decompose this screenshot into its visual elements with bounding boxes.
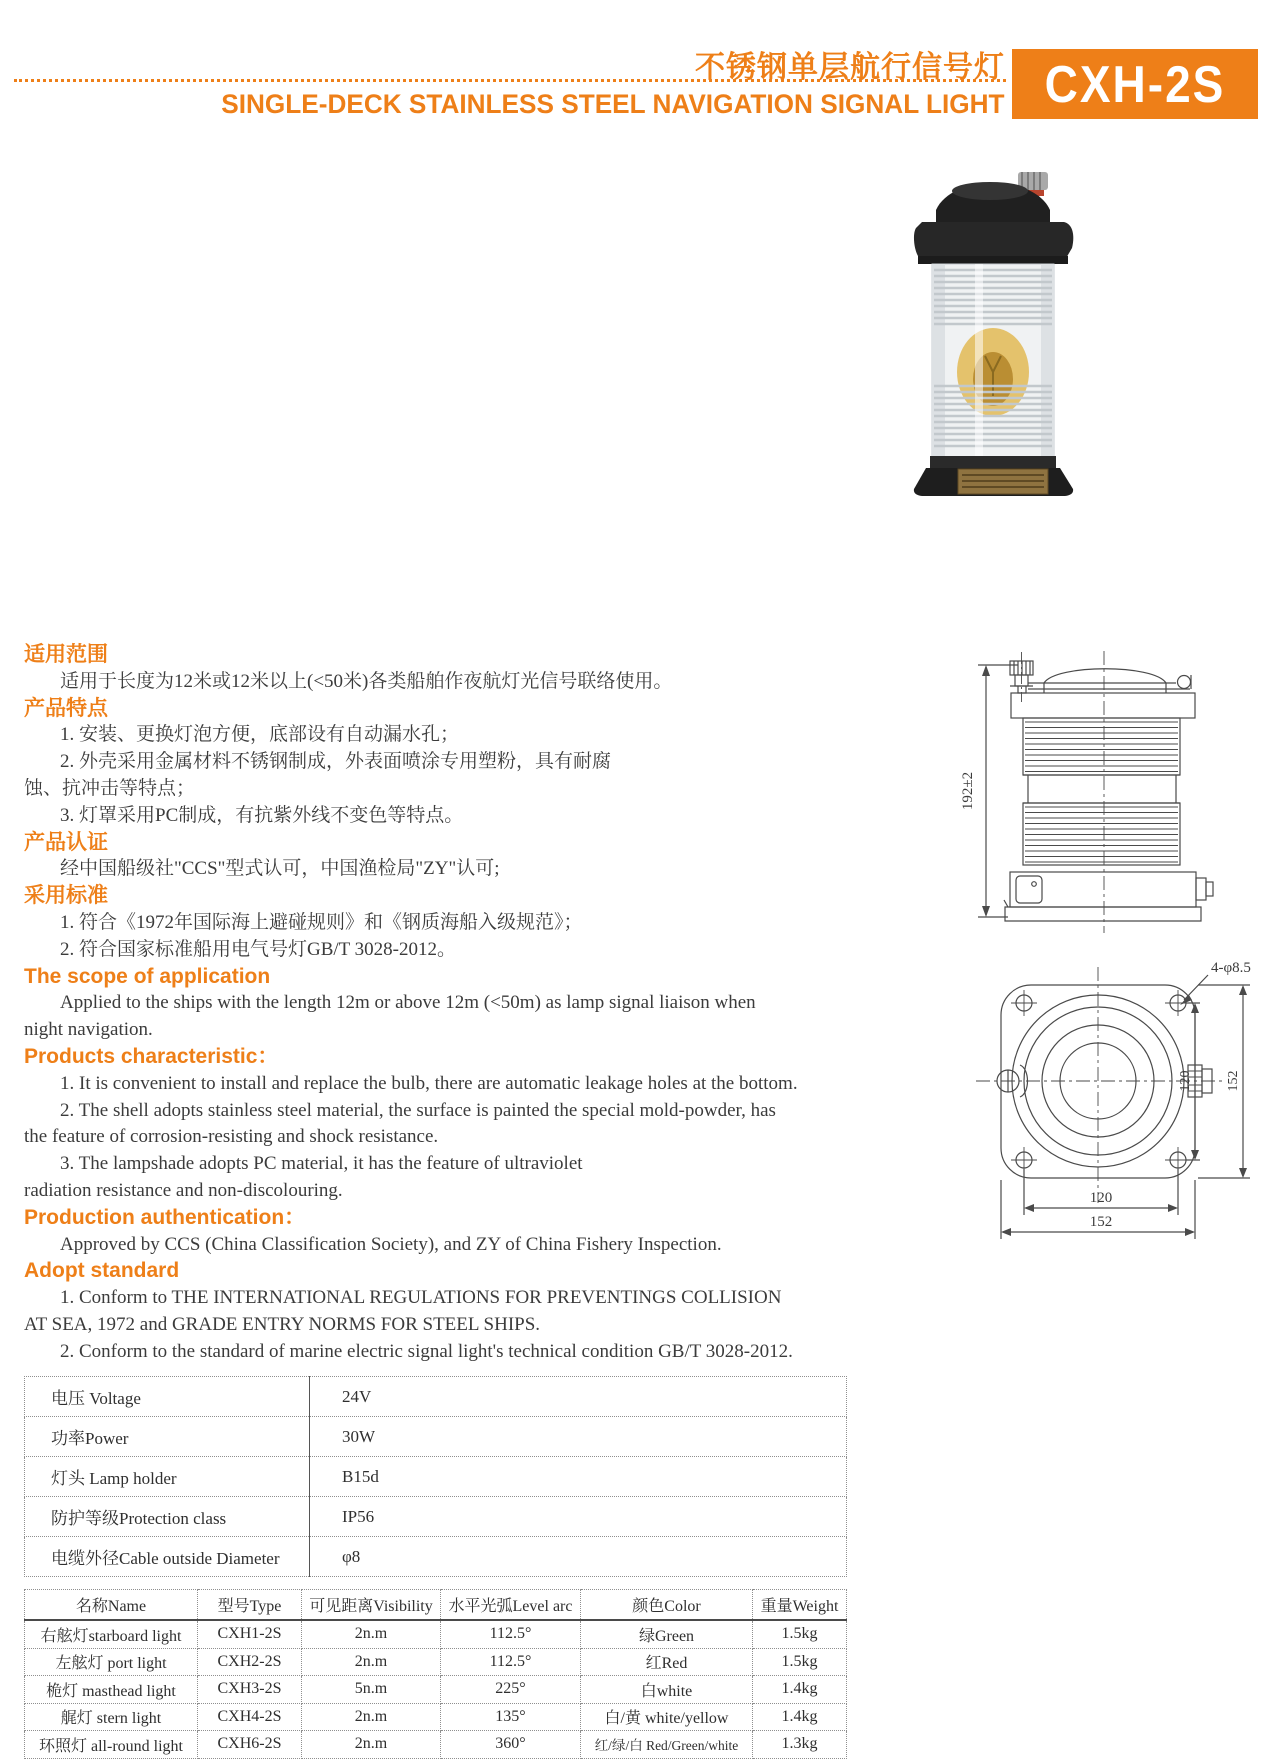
cell-type: CXH3-2S	[198, 1676, 302, 1704]
spec-row-lamp-holder	[25, 1457, 847, 1497]
text-line: 1. 符合《1972年国际海上避碰规则》和《钢质海船入级规范》；	[60, 911, 583, 933]
cell-weight: 1.5kg	[753, 1620, 847, 1648]
main-text-column	[24, 642, 824, 1366]
text-line: AT SEA, 1972 and GRADE ENTRY NORMS FOR STEEL SHIPS.	[24, 1313, 541, 1335]
cell-level-arc: 112.5°	[441, 1648, 581, 1676]
col-header-name: 名称Name	[25, 1590, 198, 1621]
cell-level-arc: 112.5°	[441, 1620, 581, 1648]
cell-color: 红/绿/白 Red/Green/white	[581, 1731, 753, 1759]
text-line: 蚀、抗冲击等特点；	[24, 777, 196, 799]
spec-value: B15d	[310, 1457, 847, 1497]
cell-color: 红Red	[581, 1648, 753, 1676]
cell-weight: 1.3kg	[753, 1731, 847, 1759]
dimension-drawings	[858, 575, 1283, 1265]
text-line: 2. 外壳采用金属材料不锈钢制成，外表面喷涂专用塑粉，具有耐腐	[60, 751, 612, 773]
cell-visibility: 2n.m	[302, 1703, 441, 1731]
cell-type: CXH6-2S	[198, 1731, 302, 1759]
spec-label: 电缆外径Cable outside Diameter	[25, 1537, 310, 1577]
cell-level-arc: 135°	[441, 1703, 581, 1731]
dotted-divider	[14, 79, 1006, 82]
cell-weight: 1.4kg	[753, 1703, 847, 1731]
spec-value: IP56	[310, 1497, 847, 1537]
text-line: 2. 符合国家标准船用电气号灯GB/T 3028-2012。	[60, 938, 457, 960]
heading-cert-zh: 产品认证	[24, 830, 108, 854]
dim-bolt-spacing-h: 120	[1089, 1190, 1113, 1206]
dim-height-label: 192±2	[960, 771, 976, 811]
text-line: the feature of corrosion-resisting and shock resistance.	[24, 1126, 439, 1148]
cell-name: 艉灯 stern light	[25, 1703, 198, 1731]
heading-scope-en: The scope of application	[24, 964, 271, 988]
cell-visibility: 2n.m	[302, 1620, 441, 1648]
text-line: 2. The shell adopts stainless steel material, the surface is painted the special mold-powder, has	[60, 1099, 776, 1121]
spec-value: 24V	[310, 1377, 847, 1417]
cell-color: 白white	[581, 1676, 753, 1704]
model-row-port-light	[25, 1648, 847, 1676]
text-line: Applied to the ships with the length 12m or above 12m (<50m) as lamp signal liaison when	[60, 992, 756, 1014]
col-header-type: 型号Type	[198, 1590, 302, 1621]
cell-name: 左舷灯 port light	[25, 1648, 198, 1676]
spec-label: 功率Power	[25, 1417, 310, 1457]
dim-bolt-spacing-v: 120	[1178, 1070, 1193, 1092]
text-line: 3. 灯罩采用PC制成，有抗紫外线不变色等特点。	[60, 804, 464, 826]
heading-features-zh: 产品特点	[24, 696, 108, 720]
cell-visibility: 2n.m	[302, 1648, 441, 1676]
heading-authentication-en: Production authentication：	[24, 1205, 306, 1229]
heading-scope-zh: 适用范围	[24, 643, 108, 666]
spec-row-power	[25, 1417, 847, 1457]
cell-level-arc: 360°	[441, 1731, 581, 1759]
model-badge	[1012, 49, 1258, 119]
text-line: night navigation.	[24, 1019, 153, 1041]
model-row-all-round-light	[25, 1731, 847, 1759]
page-title-zh: 不锈钢单层航行信号灯	[695, 51, 1005, 84]
cell-type: CXH2-2S	[198, 1648, 302, 1676]
model-row-starboard-light	[25, 1620, 847, 1648]
cell-color: 白/黄 white/yellow	[581, 1703, 753, 1731]
cell-level-arc: 225°	[441, 1676, 581, 1704]
dim-holes-label: 4-φ8.5	[1211, 960, 1251, 976]
text-line: 经中国船级社"CCS"型式认可，中国渔检局"ZY"认可;	[60, 858, 500, 880]
col-header-weight: 重量Weight	[753, 1590, 847, 1621]
text-line: 1. 安装、更换灯泡方便，底部设有自动漏水孔；	[60, 724, 460, 746]
cell-visibility: 5n.m	[302, 1676, 441, 1704]
text-line: 2. Conform to the standard of marine electric signal light's technical condition GB/T 3028-2012.	[60, 1340, 793, 1362]
text-line: 适用于长度为12米或12米以上(<50米)各类船舶作夜航灯光信号联络使用。	[60, 670, 673, 692]
technical-drawings	[858, 575, 1283, 1265]
text-line: 1. It is convenient to install and replace the bulb, there are automatic leakage holes at the bottom.	[60, 1072, 798, 1094]
spec-row-voltage	[25, 1377, 847, 1417]
cell-name: 环照灯 all-round light	[25, 1731, 198, 1759]
cell-color: 绿Green	[581, 1620, 753, 1648]
navigation-light-photo	[872, 158, 1117, 498]
spec-table	[24, 1376, 847, 1577]
text-line: 3. The lampshade adopts PC material, it has the feature of ultraviolet	[60, 1153, 583, 1175]
dim-flange-size-v: 152	[1226, 1070, 1241, 1092]
page-title-en: SINGLE-DECK STAINLESS STEEL NAVIGATION SIGNAL LIGHT	[221, 89, 1005, 119]
brass-name-plate	[958, 469, 1048, 494]
model-number: CXH-2S	[1044, 54, 1226, 114]
heading-standard-en: Adopt standard	[24, 1259, 180, 1283]
bolt-holes	[1011, 990, 1191, 1173]
text-line: 1. Conform to THE INTERNATIONAL REGULATIONS FOR PREVENTINGS COLLISION	[60, 1287, 782, 1309]
cell-weight: 1.4kg	[753, 1676, 847, 1704]
spec-label: 电压 Voltage	[25, 1377, 310, 1417]
spec-label: 灯头 Lamp holder	[25, 1457, 310, 1497]
cell-name: 右舷灯starboard light	[25, 1620, 198, 1648]
model-table-header-row	[25, 1590, 847, 1621]
cell-weight: 1.5kg	[753, 1648, 847, 1676]
spec-value: 30W	[310, 1417, 847, 1457]
cell-type: CXH4-2S	[198, 1703, 302, 1731]
cell-name: 桅灯 masthead light	[25, 1676, 198, 1704]
product-photo	[872, 158, 1117, 498]
spec-row-protection-class	[25, 1497, 847, 1537]
spec-label: 防护等级Protection class	[25, 1497, 310, 1537]
col-header-visibility: 可见距离Visibility	[302, 1590, 441, 1621]
heading-standard-zh: 采用标准	[24, 884, 108, 908]
model-table	[24, 1589, 847, 1759]
side-elevation-drawing	[960, 651, 1213, 933]
cell-type: CXH1-2S	[198, 1620, 302, 1648]
model-row-stern-light	[25, 1703, 847, 1731]
col-header-level-arc: 水平光弧Level arc	[441, 1590, 581, 1621]
spec-value: φ8	[310, 1537, 847, 1577]
cell-visibility: 2n.m	[302, 1731, 441, 1759]
dim-flange-size-h: 152	[1089, 1214, 1113, 1230]
model-row-masthead-light	[25, 1676, 847, 1704]
col-header-color: 颜色Color	[581, 1590, 753, 1621]
heading-characteristic-en: Products characteristic：	[24, 1044, 279, 1068]
bottom-view-drawing	[976, 960, 1251, 1239]
text-line: Approved by CCS (China Classification Society), and ZY of China Fishery Inspection.	[60, 1233, 722, 1255]
spec-row-cable-diameter	[25, 1537, 847, 1577]
text-line: radiation resistance and non-discolouring.	[24, 1179, 343, 1201]
